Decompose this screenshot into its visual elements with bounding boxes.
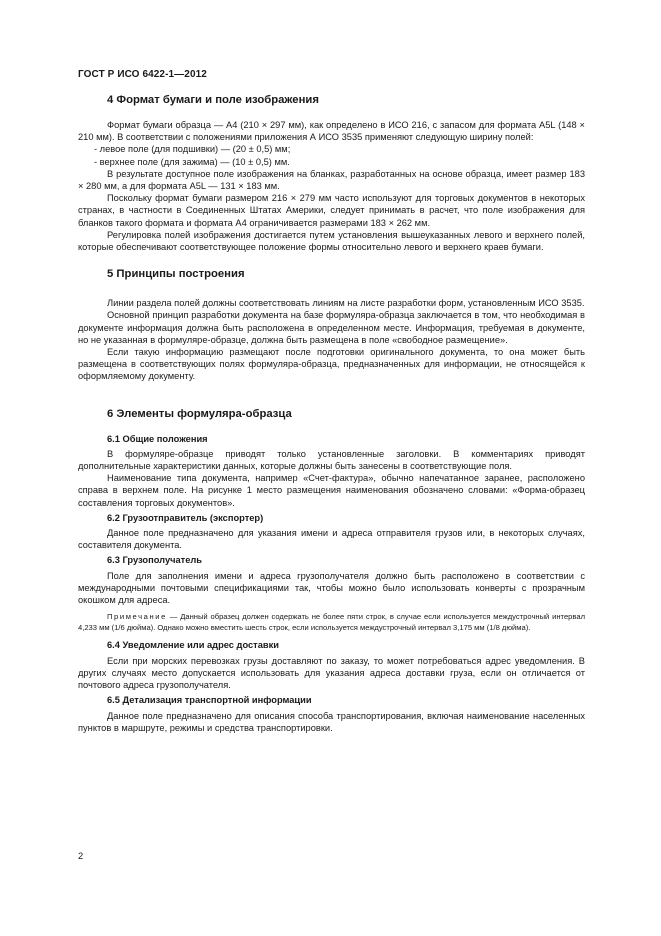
list-item: - верхнее поле (для зажима) — (10 ± 0,5) мм. — [94, 156, 290, 167]
subsection-6-1-heading: 6.1 Общие положения — [107, 433, 208, 444]
paragraph: Если такую информацию размещают после подготовки оригинального документа, то она может быть размещена в соответствующих полях формуляра-образца, предназначенных для информации, не относящейся к оформляемому документу. — [78, 347, 585, 382]
page-number: 2 — [78, 851, 84, 861]
paragraph: В формуляре-образце приводят только установленные заголовки. В комментариях приводят дополнительные характеристики данных, которые должны быть занесены в соответствующие поля. — [78, 448, 585, 472]
paragraph: Основной принцип разработки документа на базе формуляра-образца заключается в том, что необходимая в документе информация должна быть расположена в определенном месте. Информация, требуемая в документе, но не указанная в формуляре-образце, должна быть размещена в поле «свободное размещение». — [78, 310, 585, 345]
subsection-6-2-heading: 6.2 Грузоотправитель (экспортер) — [107, 512, 264, 523]
section-5-heading: 5 Принципы построения — [107, 268, 245, 281]
section-4-heading: 4 Формат бумаги и поле изображения — [107, 94, 319, 106]
paragraph: Данное поле предназначено для указания имени и адреса отправителя грузов или, в некоторых случаях, составителя документа. — [78, 528, 585, 551]
note-label: Примечание — [107, 612, 167, 622]
paragraph: Линии раздела полей должны соответствовать линиям на листе разработки форм, установленным ИСО 3535. — [107, 298, 585, 309]
subsection-6-3-heading: 6.3 Грузополучатель — [107, 555, 203, 566]
paragraph: Поскольку формат бумаги размером 216 × 279 мм часто используют для торговых документов в некоторых странах, в частности в Соединенных Штатах Америки, следует принимать в расчет, что поле изображения для бланков такого формата и формата А4 ограничивается размерами 183 × 262 мм. — [78, 193, 585, 228]
note — [78, 612, 585, 633]
paragraph: В результате доступное поле изображения на бланках, разработанных на основе образца, имеет размер 183 × 280 мм, а для формата А5L — 131 × 183 мм. — [78, 168, 585, 192]
paragraph: Регулировка полей изображения достигается путем установления вышеуказанных левого и верхнего полей, которые обеспечивают соответствующее положение формы относительно левого и верхнего краев бумаги. — [78, 229, 585, 253]
list-item: - левое поле (для подшивки) — (20 ± 0,5) мм; — [94, 144, 291, 155]
section-6-heading: 6 Элементы формуляра-образца — [107, 407, 292, 420]
paragraph: Данное поле предназначено для описания способа транспортирования, включая наименование населенных пунктов в маршруте, режимы и средства транспортировки. — [78, 710, 585, 733]
subsection-6-5-heading: 6.5 Детализация транспортной информации — [107, 695, 312, 706]
paragraph: Поле для заполнения имени и адреса грузополучателя должно быть расположено в соответствии с международными почтовыми спецификациями так, чтобы можно было использовать конверты с прозрачным окошком для адреса. — [78, 570, 585, 606]
note-text: — Данный образец должен содержать не более пяти строк, в случае если используется междустрочный интервал 4,233 мм (1/6 дюйма). Однако можно вместить шесть строк, если используется междустрочный интервал 3,175 мм (1/8 дюйма). — [78, 612, 585, 632]
page-content — [78, 93, 585, 734]
paragraph: Наименование типа документа, например «Счет-фактура», обычно напечатанное заранее, расположено справа в верхнем поле. На рисунке 1 место размещения наименования обозначено словами: «Форма-образец составления торговых документов». — [78, 473, 585, 508]
paragraph: Если при морских перевозках грузы доставляют по заказу, то может потребоваться адрес уведомления. В других случаях место допускается использовать для указания адреса доставки груза, если он отличается от почтового адреса грузополучателя. — [78, 655, 585, 691]
subsection-6-4-heading: 6.4 Уведомление или адрес доставки — [107, 640, 279, 651]
running-header: ГОСТ Р ИСО 6422-1—2012 — [78, 69, 207, 80]
paragraph: Формат бумаги образца — А4 (210 × 297 мм), как определено в ИСО 216, с запасом для формата А5L (148 × 210 мм). В соответствии с положениями приложения А ИСО 3535 применяют следующую ширину полей: — [78, 120, 585, 143]
